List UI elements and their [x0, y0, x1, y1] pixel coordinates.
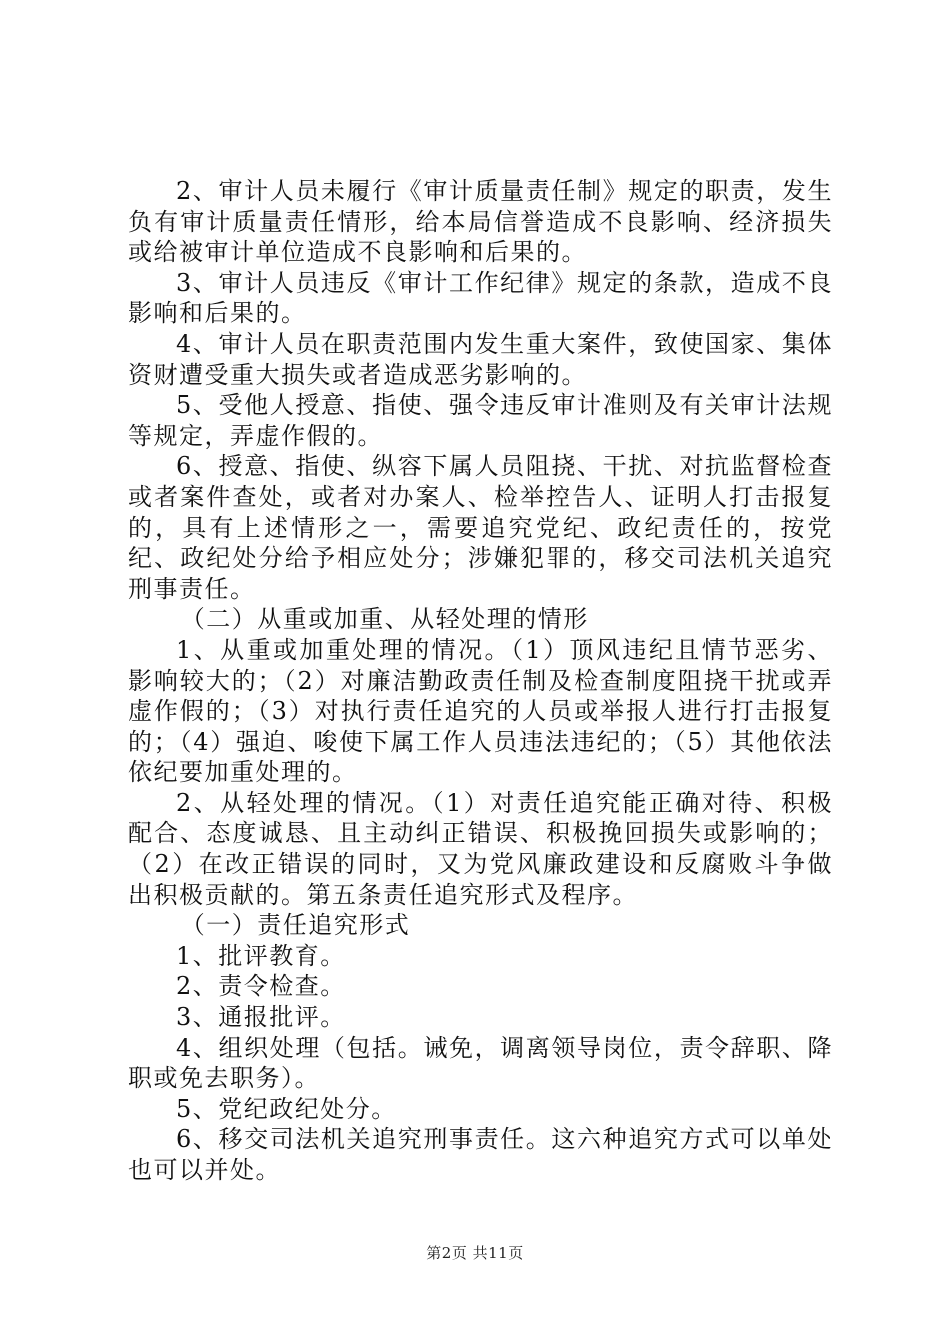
paragraph-item-2: 2、审计人员未履行《审计质量责任制》规定的职责，发生负有审计质量责任情形，给本局信誉造成不良影响、经济损失或给被审计单位造成不良影响和后果的。 [128, 177, 833, 267]
page-footer [0, 1242, 950, 1263]
section-heading-accountability-forms: （一）责任追究形式 [180, 911, 411, 940]
list-item-judicial-transfer: 6、移交司法机关追究刑事责任。这六种追究方式可以单处也可以并处。 [128, 1125, 833, 1184]
list-item-self-examination: 2、责令检查。 [176, 972, 346, 1001]
list-item-public-criticism: 3、通报批评。 [176, 1003, 346, 1032]
paragraph-item-3: 3、审计人员违反《审计工作纪律》规定的条款，造成不良影响和后果的。 [128, 268, 833, 328]
page-number-indicator: 第2页 共11页 [426, 1244, 524, 1262]
document-body [128, 176, 833, 1186]
list-item-disciplinary-sanction: 5、党纪政纪处分。 [176, 1094, 397, 1123]
paragraph-mitigating-cases: 2、从轻处理的情况。（1）对责任追究能正确对待、积极配合、态度诚恳、且主动纠正错误、积极挽回损失或影响的；（2）在改正错误的同时，又为党风廉政建设和反腐败斗争做出积极贡献的。第五条责任追究形式及程序。 [128, 788, 833, 909]
section-heading-aggravating-mitigating: （二）从重或加重、从轻处理的情形 [180, 605, 589, 634]
paragraph-item-6: 6、授意、指使、纵容下属人员阻挠、干扰、对抗监督检查或者案件查处，或者对办案人、检举控告人、证明人打击报复的，具有上述情形之一，需要追究党纪、政纪责任的，按党纪、政纪处分给予相应处分；涉嫌犯罪的，移交司法机关追究刑事责任。 [128, 452, 833, 603]
list-item-organizational-handling: 4、组织处理（包括。诫免，调离领导岗位，责令辞职、降职或免去职务）。 [128, 1033, 833, 1093]
paragraph-aggravating-cases: 1、从重或加重处理的情况。（1）顶风违纪且情节恶劣、影响较大的；（2）对廉洁勤政责任制及检查制度阻挠干扰或弄虚作假的；（3）对执行责任追究的人员或举报人进行打击报复的；（4）强迫、唆使下属工作人员违法违纪的；（5）其他依法依纪要加重处理的。 [128, 635, 833, 787]
paragraph-item-4: 4、审计人员在职责范围内发生重大案件，致使国家、集体资财遭受重大损失或者造成恶劣影响的。 [128, 329, 833, 389]
list-item-criticism: 1、批评教育。 [176, 941, 346, 970]
paragraph-item-5: 5、受他人授意、指使、强令违反审计准则及有关审计法规等规定，弄虚作假的。 [128, 391, 833, 450]
